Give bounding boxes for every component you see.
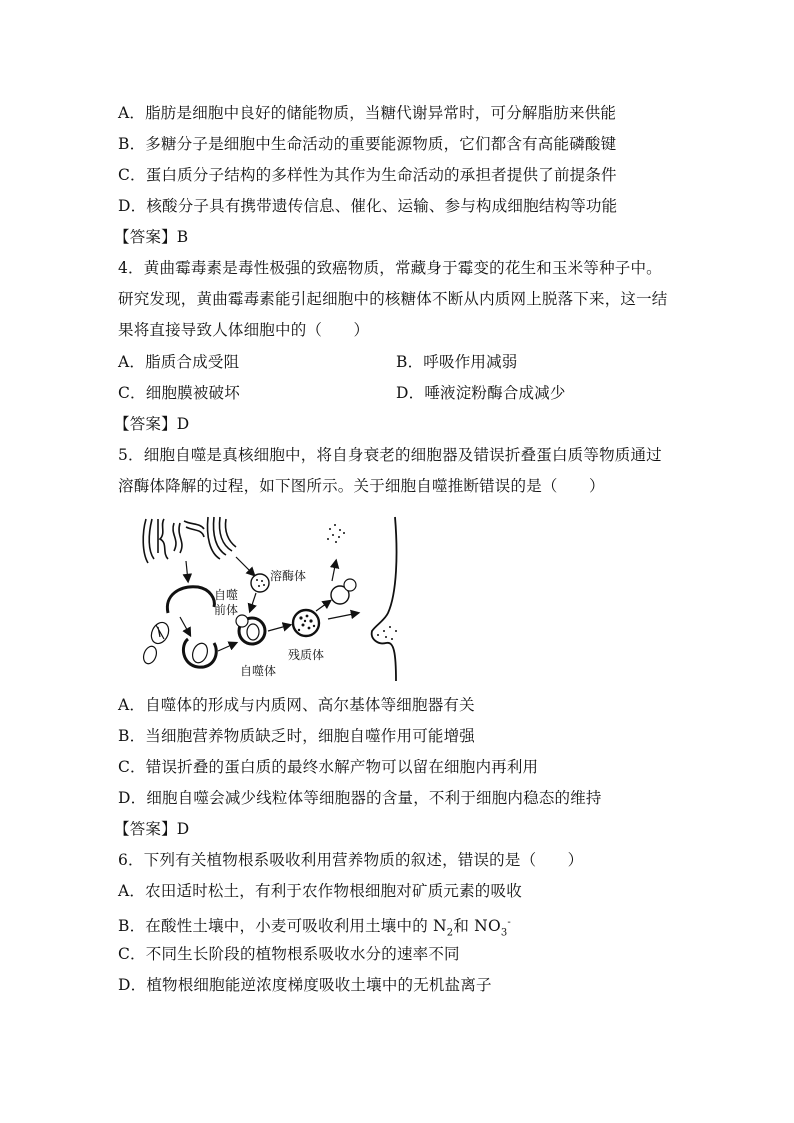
q6-stem: 6．下列有关植物根系吸收利用营养物质的叙述，错误的是（ ）: [118, 851, 584, 869]
q5-option-b: B．当细胞营养物质缺乏时，细胞自噬作用可能增强: [118, 727, 475, 745]
q6-option-b-text: B．在酸性土壤中，小麦可吸收利用土壤中的 N: [118, 917, 447, 936]
arrow-to-residual: [268, 625, 290, 631]
arrow-lysosome-to-autophagosome: [250, 593, 256, 611]
q4-option-b: B．呼吸作用减弱: [396, 353, 518, 371]
endoplasmic-reticulum: [143, 519, 204, 563]
q5-stem-line2: 溶酶体降解的过程，如下图所示。关于细胞自噬推断错误的是（ ）: [118, 477, 605, 495]
n2-subscript: 2: [446, 927, 454, 939]
autophagy-precursor: [167, 587, 214, 613]
arrow-to-vesicle: [316, 601, 330, 611]
golgi-apparatus: [208, 517, 237, 559]
label-lysosome: 溶酶体: [270, 569, 307, 583]
residual-body: [293, 610, 319, 636]
q6-option-b: [118, 913, 511, 943]
q4-stem-line1: 4．黄曲霉毒素是毒性极强的致癌物质，常藏身于霉变的花生和玉米等种子中。: [118, 259, 662, 277]
no3-subscript: 3: [500, 927, 508, 939]
q4-stem-line3: 果将直接导致人体细胞中的（ ）: [118, 321, 370, 339]
q3-option-b: B．多糖分子是细胞中生命活动的重要能源物质，它们都含有高能磷酸键: [118, 135, 617, 153]
arrow-golgi-to-lysosome: [236, 557, 254, 575]
arrow-er-to-precursor: [186, 561, 188, 581]
q6-option-d: D．植物根细胞能逆浓度梯度吸收土壤中的无机盐离子: [118, 976, 492, 994]
q6-option-a: A．农田适时松土，有利于农作物根细胞对矿质元素的吸收: [118, 882, 522, 900]
arrow-phagophore-to-autophagosome: [218, 643, 236, 651]
label-precursor-1: 自噬: [214, 588, 239, 602]
q5-option-a: A．自噬体的形成与内质网、高尔基体等细胞器有关: [118, 696, 475, 714]
cell-membrane: [372, 517, 397, 681]
q4-option-c: C．细胞膜被破坏: [118, 384, 240, 402]
arrow-to-release: [332, 561, 336, 581]
q3-option-d: D．核酸分子具有携带遗传信息、催化、运输、参与构成细胞结构等功能: [118, 197, 618, 215]
arrow-precursor-to-phagophore: [180, 617, 190, 635]
q4-option-d: D．唾液淀粉酶合成减少: [396, 384, 566, 402]
autophagy-diagram: [140, 513, 402, 683]
label-residual-body: 残质体: [288, 648, 325, 662]
released-particles: [327, 524, 345, 543]
q6-option-b-mid: 和 NO: [453, 917, 501, 936]
q5-option-c: C．错误折叠的蛋白质的最终水解产物可以留在细胞内再利用: [118, 758, 539, 776]
q5-stem-line1: 5．细胞自噬是真核细胞中，将自身衰老的细胞器及错误折叠蛋白质等物质通过: [118, 446, 662, 464]
exocytosis-particles: [377, 626, 397, 640]
q3-option-c: C．蛋白质分子结构的多样性为其作为生命活动的承担者提供了前提条件: [118, 166, 617, 184]
lysosome: [251, 574, 269, 592]
arrow-to-exocytosis: [328, 613, 358, 619]
q4-stem-line2: 研究发现，黄曲霉毒素能引起细胞中的核糖体不断从内质网上脱落下来，这一结: [118, 290, 668, 308]
q3-option-a: A．脂肪是细胞中良好的储能物质，当糖代谢异常时，可分解脂肪来供能: [118, 104, 617, 122]
q3-answer: 【答案】B: [114, 228, 189, 246]
q5-answer: 【答案】D: [114, 820, 190, 838]
no3-superscript: -: [507, 917, 512, 928]
q5-option-d: D．细胞自噬会减少线粒体等细胞器的含量，不利于细胞内稳态的维持: [118, 789, 602, 807]
q4-answer: 【答案】D: [114, 415, 190, 433]
q4-option-a: A．脂质合成受阻: [118, 353, 240, 371]
mitochondrion: [141, 620, 172, 666]
label-precursor-2: 前体: [214, 603, 239, 617]
label-autophagosome: 自噬体: [240, 664, 277, 678]
q6-option-c: C．不同生长阶段的植物根系吸收水分的速率不同: [118, 945, 460, 963]
